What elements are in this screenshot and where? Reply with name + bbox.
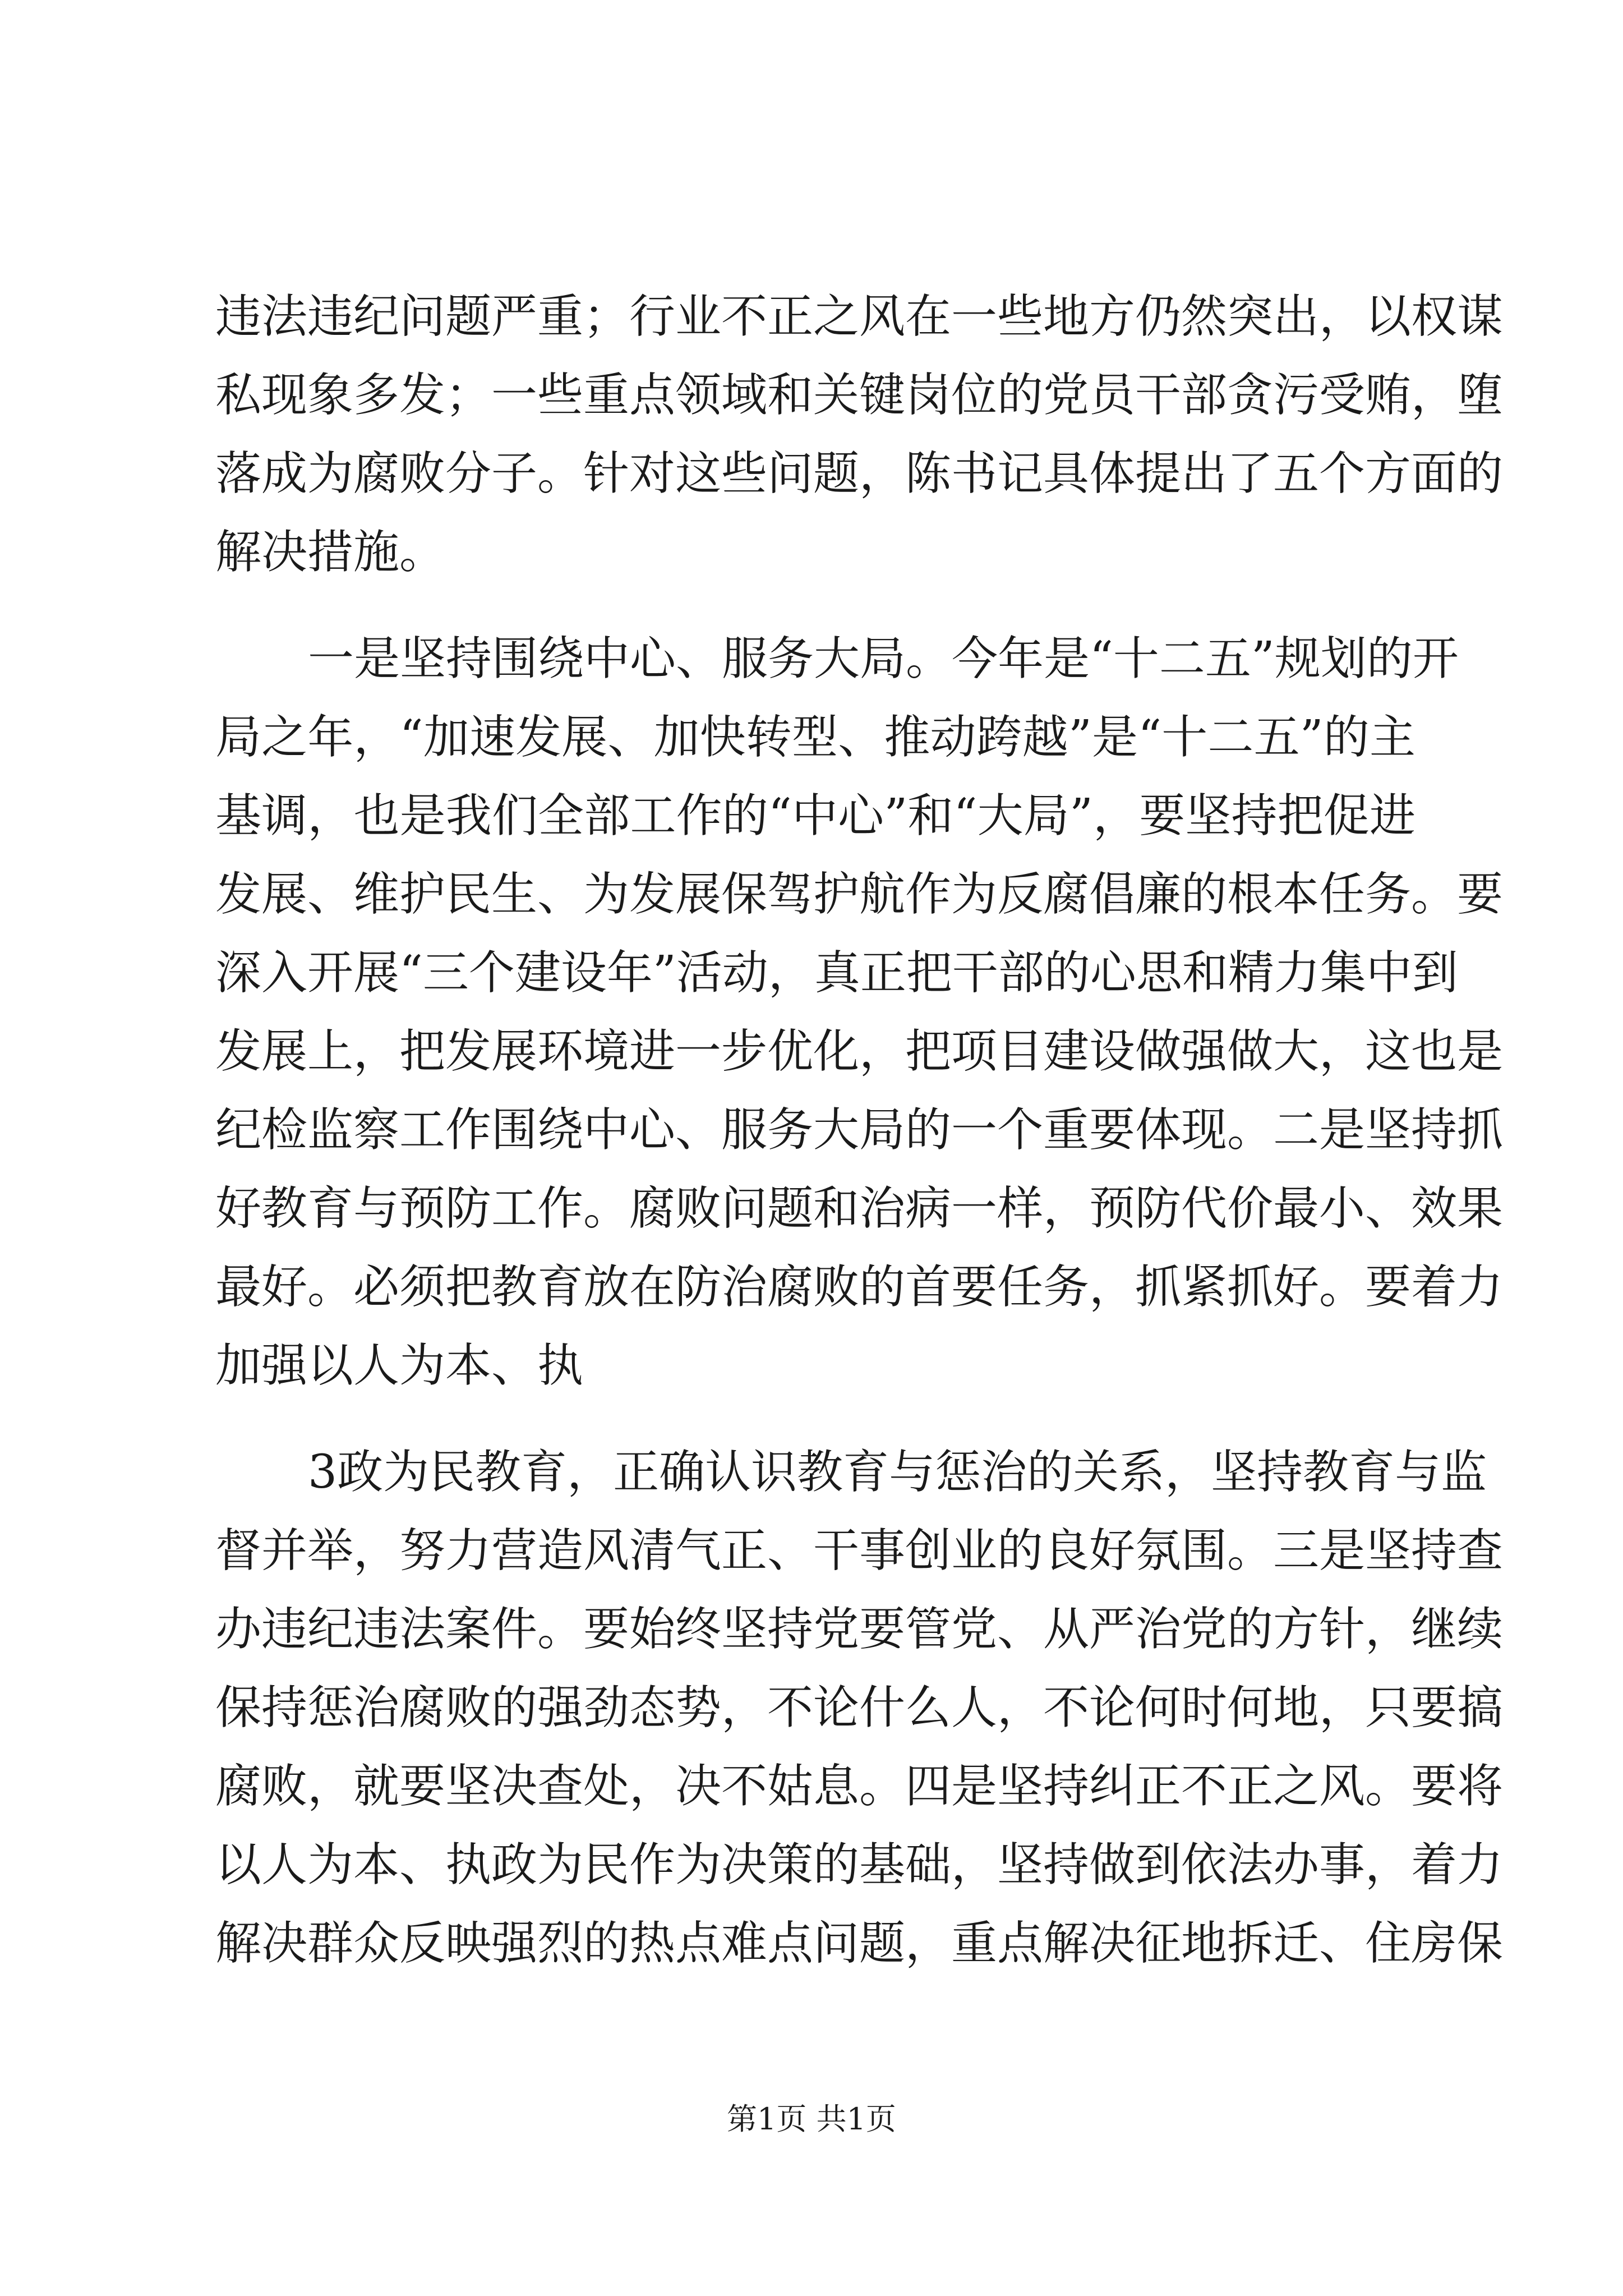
text-line: 解决群众反映强烈的热点难点问题，重点解决征地拆迁、住房保 [215, 1917, 1504, 1970]
page-number-footer: 第1页 共1页 [727, 2101, 896, 2137]
text-line: 私现象多发；一些重点领域和关键岗位的党员干部贪污受贿，堕 [215, 369, 1504, 422]
text-line: 办违纪违法案件。要始终坚持党要管党、从严治党的方针，继续 [215, 1603, 1504, 1656]
text-line: 以人为本、执政为民作为决策的基础，坚持做到依法办事，着力 [215, 1838, 1504, 1892]
text-line: 3政为民教育，正确认识教育与惩治的关系，坚持教育与监 [308, 1446, 1487, 1499]
text-line: 发展、维护民生、为发展保驾护航作为反腐倡廉的根本任务。要 [215, 868, 1504, 921]
text-line: 解决措施。 [215, 526, 446, 579]
text-line: 腐败，就要坚决查处，决不姑息。四是坚持纠正不正之风。要将 [215, 1760, 1504, 1813]
text-line: 局之年，“加速发展、加快转型、推动跨越”是“十二五”的主 [215, 711, 1415, 764]
text-line: 发展上，把发展环境进一步优化，把项目建设做强做大，这也是 [215, 1025, 1504, 1078]
text-line: 落成为腐败分子。针对这些问题，陈书记具体提出了五个方面的 [215, 447, 1504, 500]
text-line: 最好。必须把教育放在防治腐败的首要任务，抓紧抓好。要着力 [215, 1260, 1504, 1314]
text-line: 一是坚持围绕中心、服务大局。今年是“十二五”规划的开 [308, 632, 1459, 685]
text-line: 违法违纪问题严重；行业不正之风在一些地方仍然突出，以权谋 [215, 290, 1504, 343]
text-line: 加强以人为本、执 [215, 1339, 584, 1392]
text-line: 深入开展“三个建设年”活动，真正把干部的心思和精力集中到 [215, 946, 1458, 1000]
text-line: 好教育与预防工作。腐败问题和治病一样，预防代价最小、效果 [215, 1182, 1504, 1235]
text-line: 督并举，努力营造风清气正、干事创业的良好氛围。三是坚持查 [215, 1524, 1504, 1577]
text-line: 纪检监察工作围绕中心、服务大局的一个重要体现。二是坚持抓 [215, 1103, 1504, 1157]
text-line: 基调，也是我们全部工作的“中心”和“大局”，要坚持把促进 [215, 789, 1415, 843]
text-line: 保持惩治腐败的强劲态势，不论什么人，不论何时何地，只要搞 [215, 1681, 1504, 1734]
